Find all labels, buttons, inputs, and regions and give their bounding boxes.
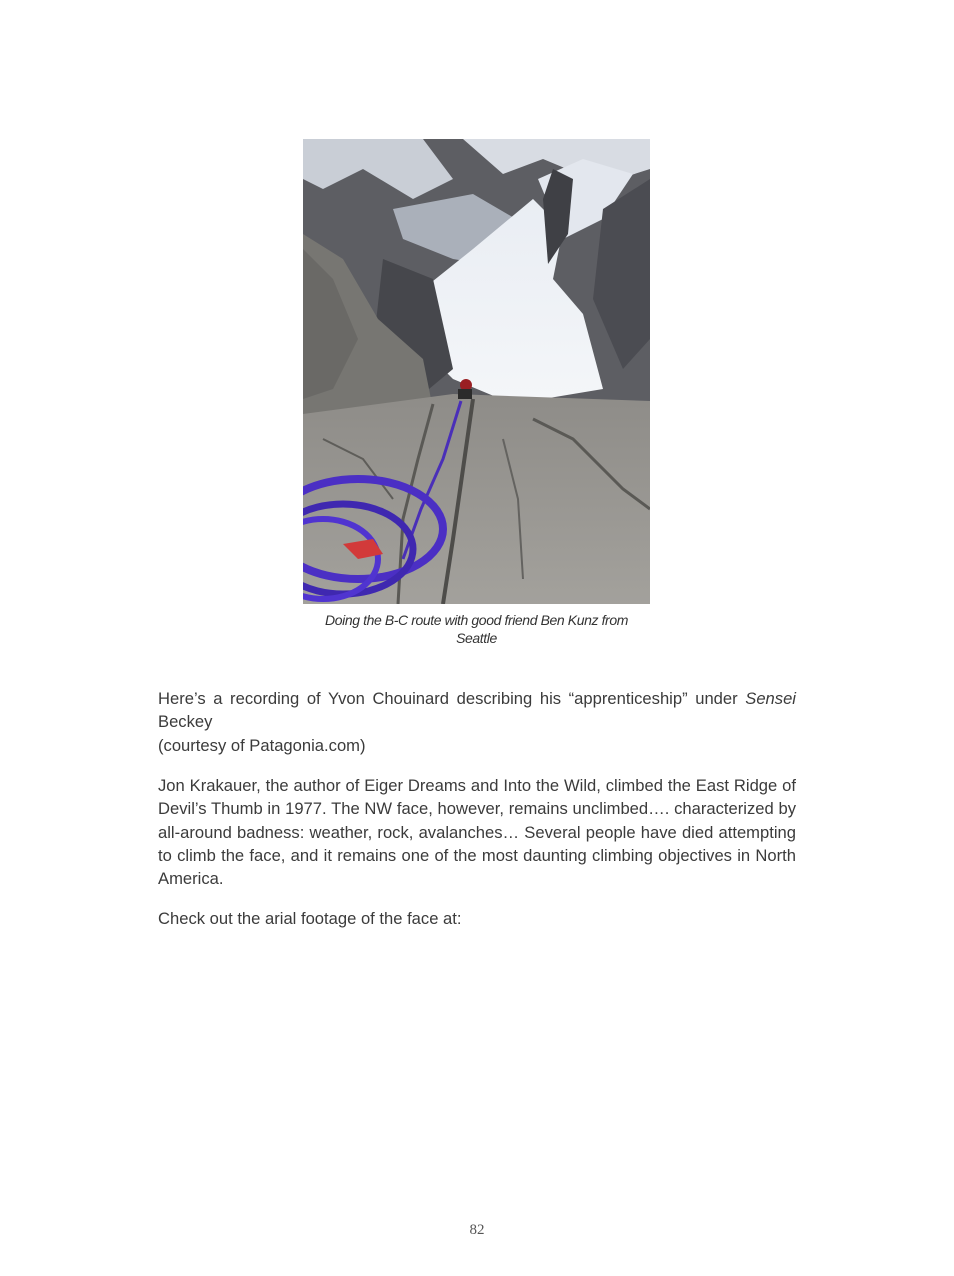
paragraph-line [158, 687, 796, 710]
paragraph-recording [158, 687, 796, 757]
caption-line-2: Seattle [456, 630, 497, 646]
climbing-photo [303, 139, 650, 604]
beckey-text: Beckey [158, 712, 213, 732]
paragraph-krakauer: Jon Krakauer, the author of Eiger Dreams and Into the Wild, climbed the East Ridge of Devil’s Thumb in 1977. The NW face, however, remains unclimbed…. characterized by all-around badness: weather, rock, avalanches… Several people have died attempting to climb the face, and it remains one of the most daunting climbing objectives in North America. [158, 776, 796, 889]
courtesy-text: (courtesy of Patagonia.com) [158, 735, 366, 755]
sensei-text: Sensei [745, 689, 796, 708]
page-number: 82 [469, 1222, 485, 1238]
paragraph-footage: Check out the arial footage of the face at: [158, 909, 462, 928]
recording-text: Here’s a recording of Yvon Chouinard describing his “apprenticeship” under [158, 689, 746, 708]
caption-line-1: Doing the B-C route with good friend Ben Kunz from [325, 612, 628, 628]
figure-caption [303, 611, 650, 647]
